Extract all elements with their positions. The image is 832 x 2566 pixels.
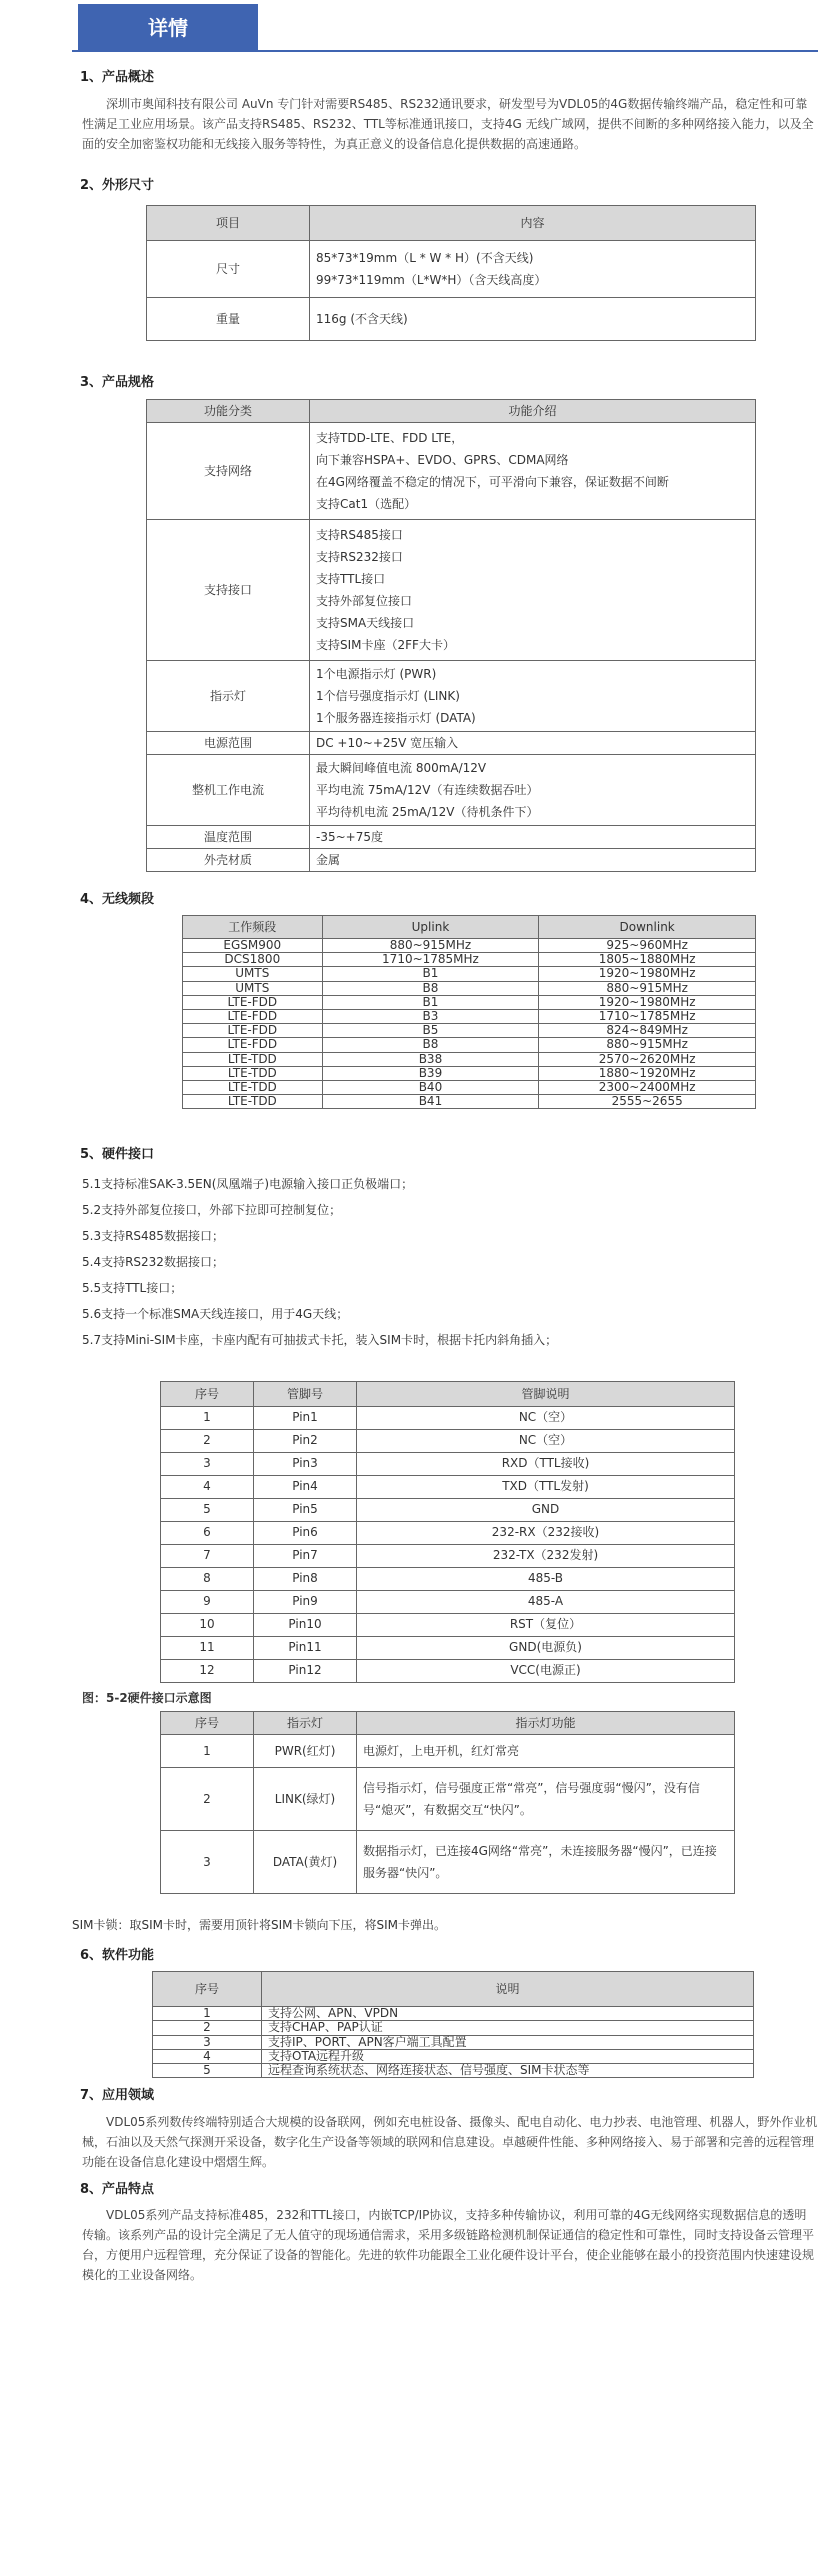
table-cell: Pin10 [254,1613,357,1636]
table-cell: 925~960MHz [539,939,756,953]
table-cell: Pin6 [254,1521,357,1544]
table-cell: EGSM900 [183,939,323,953]
table-row [183,953,756,967]
table-row [161,1544,735,1567]
table-cell: B41 [322,1095,539,1109]
table-cell: 4 [161,1475,254,1498]
led-cell: 2 [161,1767,254,1830]
led-cell: PWR(红灯) [254,1734,357,1767]
table-header: 内容 [310,206,756,241]
table-row [161,1475,735,1498]
pin-table [160,1381,735,1683]
table-row [183,967,756,981]
table-header: 序号 [161,1711,254,1734]
led-cell: 信号指示灯，信号强度正常“常亮”，信号强度弱“慢闪”，没有信号“熄灭”，有数据交互“快闪”。 [357,1767,735,1830]
figure-caption: 图：5-2硬件接口示意图 [82,1690,212,1705]
list-item: 5.7支持Mini-SIM卡座，卡座内配有可抽拔式卡托，装入SIM卡时，根据卡托内斜角插入； [82,1332,558,1347]
table-cell: 远程查询系统状态、网络连接状态、信号强度、SIM卡状态等 [262,2064,754,2078]
section-heading-overview: 1、产品概述 [80,70,155,85]
table-row [161,1567,735,1590]
table-cell: UMTS [183,981,323,995]
table-cell: DCS1800 [183,953,323,967]
table-cell: B5 [322,1024,539,1038]
table-cell: NC（空） [357,1406,735,1429]
table-cell: 2555~2655 [539,1095,756,1109]
table-cell: Pin12 [254,1659,357,1682]
table-row [161,1636,735,1659]
table-header: 管脚号 [254,1381,357,1406]
overview-text: 深圳市奥闻科技有限公司 AuVn 专门针对需要RS485、RS232通讯要求，研发型号为VDL05的4G数据传输终端产品，稳定性和可靠性满足工业应用场景。该产品支持RS485、RS232、TTL等标准通讯接口，支持4G 无线广域网，提供不间断的多种网络接入能力，以及全面的安全加密鉴权功能和无线接入服务等特性，为真正意义的设备信息化提供数据的高速通路。 [82,96,814,151]
table-cell: B1 [322,967,539,981]
table-cell: Pin2 [254,1429,357,1452]
table-cell: Pin3 [254,1452,357,1475]
table-row [183,939,756,953]
spec-value-temperature: -35~+75度 [310,825,756,848]
software-table-body [153,2007,754,2078]
size-line: 85*73*19mm（L * W * H）(不含天线) [316,251,534,265]
table-cell: LTE-FDD [183,1009,323,1023]
table-cell: 3 [153,2035,262,2049]
spec-line: 支持外部复位接口 [316,593,413,608]
table-cell: 2300~2400MHz [539,1080,756,1094]
size-label: 尺寸 [147,241,310,298]
table-cell: VCC(电源正) [357,1659,735,1682]
table-cell: 1805~1880MHz [539,953,756,967]
table-cell: 10 [161,1613,254,1636]
section-heading-dimensions: 2、外形尺寸 [80,177,155,193]
table-row [161,1590,735,1613]
table-cell: B38 [322,1052,539,1066]
section-heading-applications: 7、应用领域 [80,2088,155,2104]
weight-value: 116g (不含天线) [310,298,756,341]
table-header: 工作频段 [183,916,323,939]
table-row [161,1659,735,1682]
weight-label: 重量 [147,298,310,341]
bands-table [182,915,756,1109]
table-cell: B39 [322,1066,539,1080]
led-cell: DATA(黄灯) [254,1830,357,1893]
table-cell: Pin1 [254,1406,357,1429]
spec-value-interfaces [310,519,756,660]
table-cell: LTE-TDD [183,1066,323,1080]
table-cell: Pin5 [254,1498,357,1521]
spec-label-network: 支持网络 [147,422,310,519]
table-header: Downlink [539,916,756,939]
table-cell: LTE-TDD [183,1080,323,1094]
table-cell: 1 [161,1406,254,1429]
table-cell: 880~915MHz [539,1038,756,1052]
spec-value-current [310,754,756,825]
table-cell: 485-A [357,1590,735,1613]
spec-line: 支持RS485接口 [316,527,403,542]
section-heading-software: 6、软件功能 [80,1947,155,1963]
size-value [310,241,756,298]
spec-line: 支持SMA天线接口 [316,615,415,630]
hardware-interface-list [82,1171,818,1353]
spec-table [146,399,756,872]
table-header: 序号 [161,1381,254,1406]
software-table [152,1971,754,2078]
table-row [161,1521,735,1544]
bands-table-body [183,939,756,1109]
table-row [183,1080,756,1094]
table-row [161,1406,735,1429]
table-cell: 2 [161,1429,254,1452]
table-cell: 7 [161,1544,254,1567]
table-cell: 880~915MHz [539,981,756,995]
table-cell: UMTS [183,967,323,981]
table-header: Uplink [322,916,539,939]
spec-line: 支持Cat1（选配） [316,496,417,511]
section-heading-features: 8、产品特点 [80,2181,155,2197]
table-cell: 3 [161,1452,254,1475]
table-row [153,2064,754,2078]
list-item: 5.2支持外部复位接口，外部下拉即可控制复位； [82,1202,342,1217]
table-cell: 9 [161,1590,254,1613]
spec-line: 支持SIM卡座（2FF大卡） [316,637,455,652]
table-header: 功能介绍 [310,399,756,422]
table-cell: 232-TX（232发射) [357,1544,735,1567]
table-cell: RST（复位） [357,1613,735,1636]
table-header: 说明 [262,1972,754,2007]
table-header: 功能分类 [147,399,310,422]
table-cell: GND [357,1498,735,1521]
table-cell: LTE-FDD [183,1038,323,1052]
section-heading-hardware: 5、硬件接口 [80,1147,155,1163]
section-heading-spec: 3、产品规格 [80,375,155,390]
detail-tab[interactable]: 详情 [78,4,258,52]
table-header: 项目 [147,206,310,241]
table-row [153,2035,754,2049]
table-row [183,1066,756,1080]
table-cell: 5 [153,2064,262,2078]
table-cell: Pin8 [254,1567,357,1590]
led-cell: LINK(绿灯) [254,1767,357,1830]
table-cell: 485-B [357,1567,735,1590]
table-cell: LTE-TDD [183,1052,323,1066]
table-header: 序号 [153,1972,262,2007]
table-cell: B3 [322,1009,539,1023]
list-item: 5.6支持一个标准SMA天线连接口，用于4G天线； [82,1306,349,1321]
table-cell: 232-RX（232接收) [357,1521,735,1544]
table-cell: 1710~1785MHz [539,1009,756,1023]
table-row [183,981,756,995]
led-cell: 1 [161,1734,254,1767]
table-cell: 1 [153,2007,262,2021]
product-detail-content [0,68,832,2285]
spec-label-temperature: 温度范围 [147,825,310,848]
tab-underline [72,50,818,52]
spec-line: 支持TDD-LTE、FDD LTE， [316,430,464,445]
table-row [183,1024,756,1038]
table-cell: 1920~1980MHz [539,967,756,981]
applications-text: VDL05系列数传终端特别适合大规模的设备联网，例如充电桩设备、摄像头、配电自动化、电力抄表、电池管理、机器人，野外作业机械，石油以及天然气探测开采设备，数字化生产设备等领域的联网和信息建设。卓越硬件性能、多种网络接入、易于部署和完善的远程管理功能在设备信息化建设中熠熠生辉。 [82,2114,818,2169]
table-row [183,1038,756,1052]
table-cell: LTE-FDD [183,995,323,1009]
led-cell: 3 [161,1830,254,1893]
table-cell: 6 [161,1521,254,1544]
table-cell: LTE-TDD [183,1095,323,1109]
table-cell: 4 [153,2049,262,2063]
spec-value-network [310,422,756,519]
sim-note: SIM卡锁：取SIM卡时，需要用顶针将SIM卡锁向下压，将SIM卡弹出。 [72,1917,447,1932]
table-cell: 8 [161,1567,254,1590]
table-row [161,1498,735,1521]
table-cell: 1710~1785MHz [322,953,539,967]
led-cell: 电源灯，上电开机，红灯常亮 [357,1734,735,1767]
table-row [183,1009,756,1023]
table-cell: 2570~2620MHz [539,1052,756,1066]
spec-value-power: DC +10~+25V 宽压输入 [310,731,756,754]
table-row [183,1095,756,1109]
dimensions-table [146,205,756,341]
table-cell: GND(电源负) [357,1636,735,1659]
table-header: 指示灯功能 [357,1711,735,1734]
table-cell: 支持公网、APN、VPDN [262,2007,754,2021]
list-item: 5.3支持RS485数据接口； [82,1228,224,1243]
table-row [161,1429,735,1452]
spec-label-current: 整机工作电流 [147,754,310,825]
spec-line: 支持RS232接口 [316,549,403,564]
spec-label-interfaces: 支持接口 [147,519,310,660]
list-item: 5.1支持标准SAK-3.5EN(凤凰端子)电源输入接口正负极端口； [82,1176,414,1191]
table-cell: LTE-FDD [183,1024,323,1038]
table-header: 指示灯 [254,1711,357,1734]
table-cell: 880~915MHz [322,939,539,953]
led-table [160,1711,735,1894]
table-row [161,1613,735,1636]
spec-label-power: 电源范围 [147,731,310,754]
table-cell: 1920~1980MHz [539,995,756,1009]
table-header: 管脚说明 [357,1381,735,1406]
spec-line: 最大瞬间峰值电流 800mA/12V [316,760,487,775]
table-cell: Pin11 [254,1636,357,1659]
spec-value-leds [310,660,756,731]
table-row [183,995,756,1009]
table-cell: 824~849MHz [539,1024,756,1038]
detail-tab-bar [0,0,832,52]
table-cell: Pin7 [254,1544,357,1567]
list-item: 5.5支持TTL接口； [82,1280,183,1295]
spec-value-case: 金属 [310,848,756,871]
section-heading-bands: 4、无线频段 [80,891,155,907]
spec-line: 支持TTL接口 [316,571,386,586]
table-cell: 1880~1920MHz [539,1066,756,1080]
size-line: 99*73*119mm（L*W*H）（含天线高度） [316,273,547,287]
table-row [153,2021,754,2035]
table-cell: NC（空） [357,1429,735,1452]
table-cell: 12 [161,1659,254,1682]
table-cell: B8 [322,1038,539,1052]
table-cell: Pin4 [254,1475,357,1498]
spec-line: 向下兼容HSPA+、EVDO、GPRS、CDMA网络 [316,452,569,467]
spec-line: 1个电源指示灯 (PWR) [316,666,437,681]
pin-table-body [161,1406,735,1682]
spec-line: 在4G网络覆盖不稳定的情况下，可平滑向下兼容，保证数据不间断 [316,474,669,489]
table-cell: 5 [161,1498,254,1521]
table-cell: 2 [153,2021,262,2035]
table-cell: Pin9 [254,1590,357,1613]
table-cell: B1 [322,995,539,1009]
table-row [183,1052,756,1066]
table-cell: TXD（TTL发射) [357,1475,735,1498]
led-cell: 数据指示灯，已连接4G网络“常亮”，未连接服务器“慢闪”，已连接服务器“快闪”。 [357,1830,735,1893]
list-item: 5.4支持RS232数据接口； [82,1254,224,1269]
table-cell: 11 [161,1636,254,1659]
spec-line: 1个信号强度指示灯 (LINK) [316,688,460,703]
spec-line: 平均待机电流 25mA/12V（待机条件下） [316,804,539,819]
table-cell: B8 [322,981,539,995]
spec-label-case: 外壳材质 [147,848,310,871]
spec-label-leds: 指示灯 [147,660,310,731]
table-cell: RXD（TTL接收) [357,1452,735,1475]
table-row [153,2049,754,2063]
spec-line: 1个服务器连接指示灯 (DATA) [316,710,476,725]
table-cell: 支持IP、PORT、APN客户端工具配置 [262,2035,754,2049]
features-text: VDL05系列产品支持标准485，232和TTL接口，内嵌TCP/IP协议，支持多种传输协议，利用可靠的4G无线网络实现数据信息的透明传输。该系列产品的设计完全满足了无人值守的现场通信需求，采用多级链路检测机制保证通信的稳定性和可靠性，同时支持设备云管理平台，方便用户远程管理，充分保证了设备的智能化。先进的软件功能跟全工业化硬件设计平台，使企业能够在最小的投资范围内快速建设规模化的工业设备网络。 [82,2208,815,2283]
table-row [153,2007,754,2021]
table-row [161,1452,735,1475]
spec-line: 平均电流 75mA/12V（有连续数据吞吐） [316,782,539,797]
table-cell: 支持CHAP、PAP认证 [262,2021,754,2035]
table-cell: B40 [322,1080,539,1094]
table-cell: 支持OTA远程升级 [262,2049,754,2063]
